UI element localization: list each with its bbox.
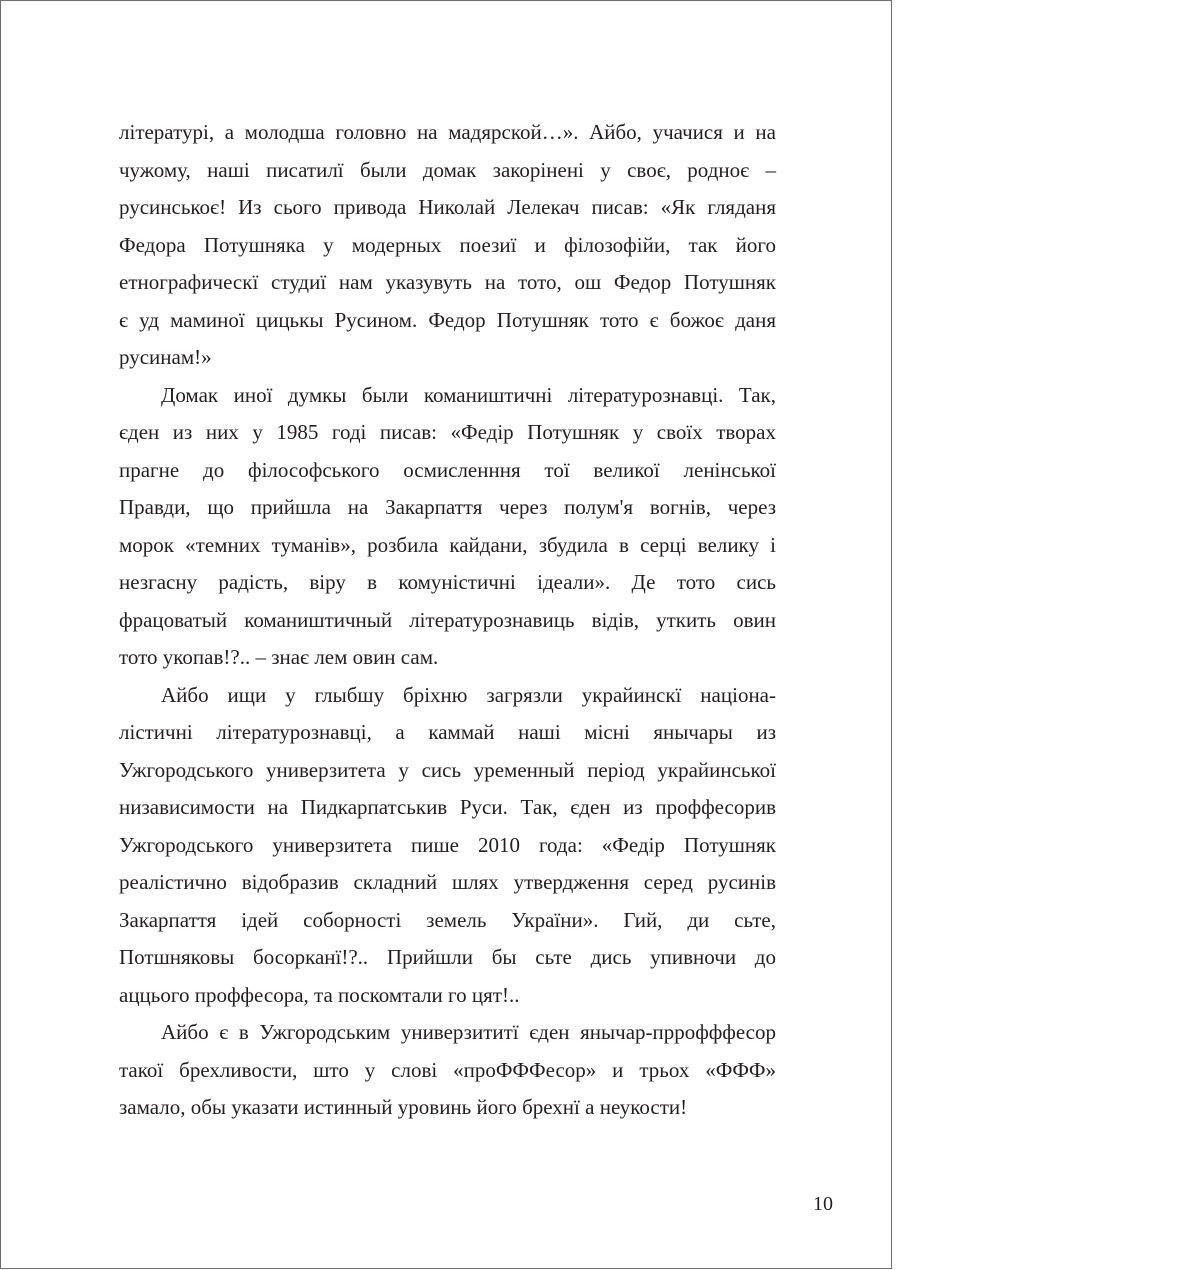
text-line: морок «темних туманів», розбила кайдани, збудила в серці велику і (119, 532, 776, 557)
text-line: русинам!» (119, 345, 212, 369)
text-line: реалістично відобразив складний шлях утвердження серед русинів (119, 870, 776, 894)
text-line: лістичні літературознавці, а каммай наші місні янычары из (119, 720, 776, 744)
paragraph (119, 114, 776, 377)
text-line: русинськоє! Из сього привода Николай Лелекач писав: «Як гляданя (119, 195, 776, 219)
text-line: літературі, а молодша головно на мадярской…». Айбо, учачися и на (119, 120, 776, 144)
text-line: Правди, що прийшла на Закарпаття через полум'я вогнів, через (119, 495, 776, 519)
text-line: прагне до філософського осмисленння тої великої ленінської (119, 457, 776, 482)
text-line: Ужгородського универзитета у сись уременный період украйинської (119, 757, 776, 782)
text-line: низависимости на Пидкарпатськив Руси. Так, єден из проффесорив (119, 795, 776, 819)
text-line: Домак иної думкы были комаништичні літературознавці. Так, (161, 382, 776, 407)
text-line: Потшняковы босорканї!?.. Прийшли бы сьте дись упивночи до (119, 945, 776, 969)
text-line: такої брехливости, што у слові «проФФФесор» и трьох «ФФФ» (119, 1057, 776, 1082)
text-line: етнографическї студиї нам указувуть на тото, ош Федор Потушняк (119, 270, 776, 294)
text-line: незгасну радість, віру в комуністичні ідеали». Де тото сись (119, 570, 776, 594)
text-line: фрацоватый комаништичный літературознавиць відів, уткить овин (119, 607, 776, 632)
text-line: Айбо є в Ужгородським универзититї єден янычар-пррофффесор (161, 1020, 776, 1044)
paragraph (119, 377, 776, 677)
text-line: єден из них у 1985 годі писав: «Федір Потушняк у своїх творах (119, 420, 776, 444)
text-line: замало, обы указати истинный уровинь його брехнї а неукости! (119, 1095, 688, 1119)
text-line: є уд маминої цицькы Русином. Федор Потушняк тото є божоє даня (119, 307, 776, 332)
text-line: Федора Потушняка у модерных поезиї и філозофійи, так його (119, 232, 776, 257)
text-line: тото укопав!?.. – знає лем овин сам. (119, 645, 439, 669)
text-line: Айбо ищи у глыбшу бріхню загрязли украйинскї націона- (161, 682, 776, 707)
paragraph (119, 1014, 776, 1127)
text-line: Ужгородського универзитета пише 2010 года: «Федір Потушняк (119, 832, 776, 857)
text-line: чужому, наші писатилї были домак закорінені у своє, родноє – (119, 157, 776, 182)
body-text (119, 114, 776, 1127)
text-line: аццього проффесора, та поскомтали го цят!.. (119, 982, 520, 1007)
text-line: Закарпаття ідей соборності земель України». Гий, ди сьте, (119, 907, 776, 932)
paragraph (119, 677, 776, 1015)
page-number: 10 (813, 1193, 833, 1215)
